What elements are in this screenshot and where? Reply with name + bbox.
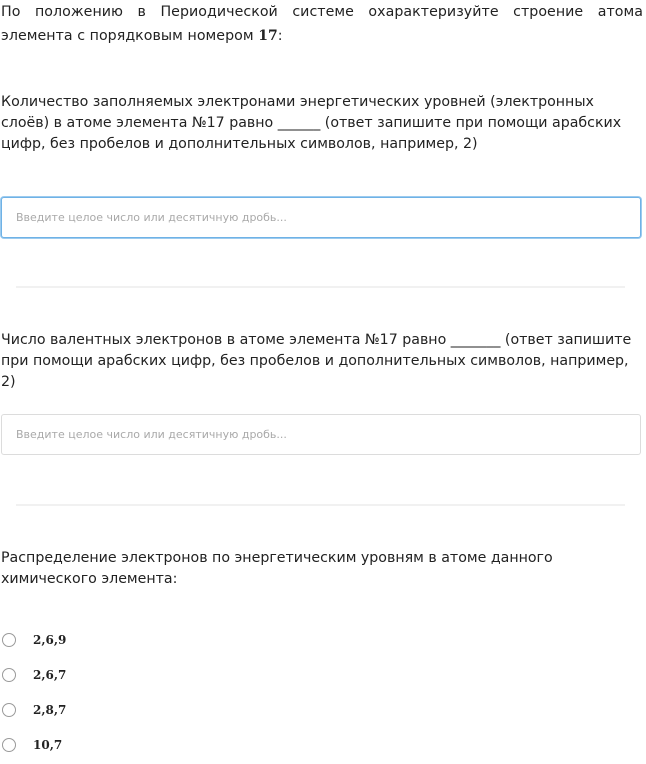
radio-button[interactable]: [2, 668, 16, 682]
radio-button[interactable]: [2, 633, 16, 647]
task-intro-text: По положению в Периодической системе охарактеризуйте строение атома элемента с порядковым номером: [1, 4, 643, 44]
answer-option[interactable]: [0, 694, 300, 729]
answer-option-label: 10,7: [33, 738, 63, 752]
section-divider: [16, 504, 625, 506]
answer-option-label: 2,8,7: [33, 703, 67, 717]
answer-options: [0, 624, 300, 764]
task-intro-colon: :: [277, 28, 283, 44]
answer-option[interactable]: [0, 729, 300, 764]
section-divider: [16, 286, 625, 288]
question-1-text: Количество заполняемых электронами энергетических уровней (электронных слоёв) в атоме элемента №17 равно ______ (ответ запишите при помощи арабских цифр, без пробелов и дополнительных символов, например, 2): [1, 94, 622, 152]
answer-option[interactable]: [0, 624, 300, 659]
answer-input-2[interactable]: [1, 414, 641, 455]
radio-button[interactable]: [2, 703, 16, 717]
radio-button[interactable]: [2, 738, 16, 752]
task-intro: [1, 0, 643, 48]
question-2-text: Число валентных электронов в атоме элемента №17 равно _______ (ответ запишите при помощи арабских цифр, без пробелов и дополнительных символов, например, 2): [1, 332, 632, 390]
question-3-text: Распределение электронов по энергетическим уровням в атоме данного химического элемента:: [1, 550, 553, 587]
answer-option-label: 2,6,9: [33, 633, 67, 647]
answer-option-label: 2,6,7: [33, 668, 67, 682]
element-number: 17: [258, 28, 278, 44]
answer-input-1[interactable]: [1, 197, 641, 238]
answer-option[interactable]: [0, 659, 300, 694]
